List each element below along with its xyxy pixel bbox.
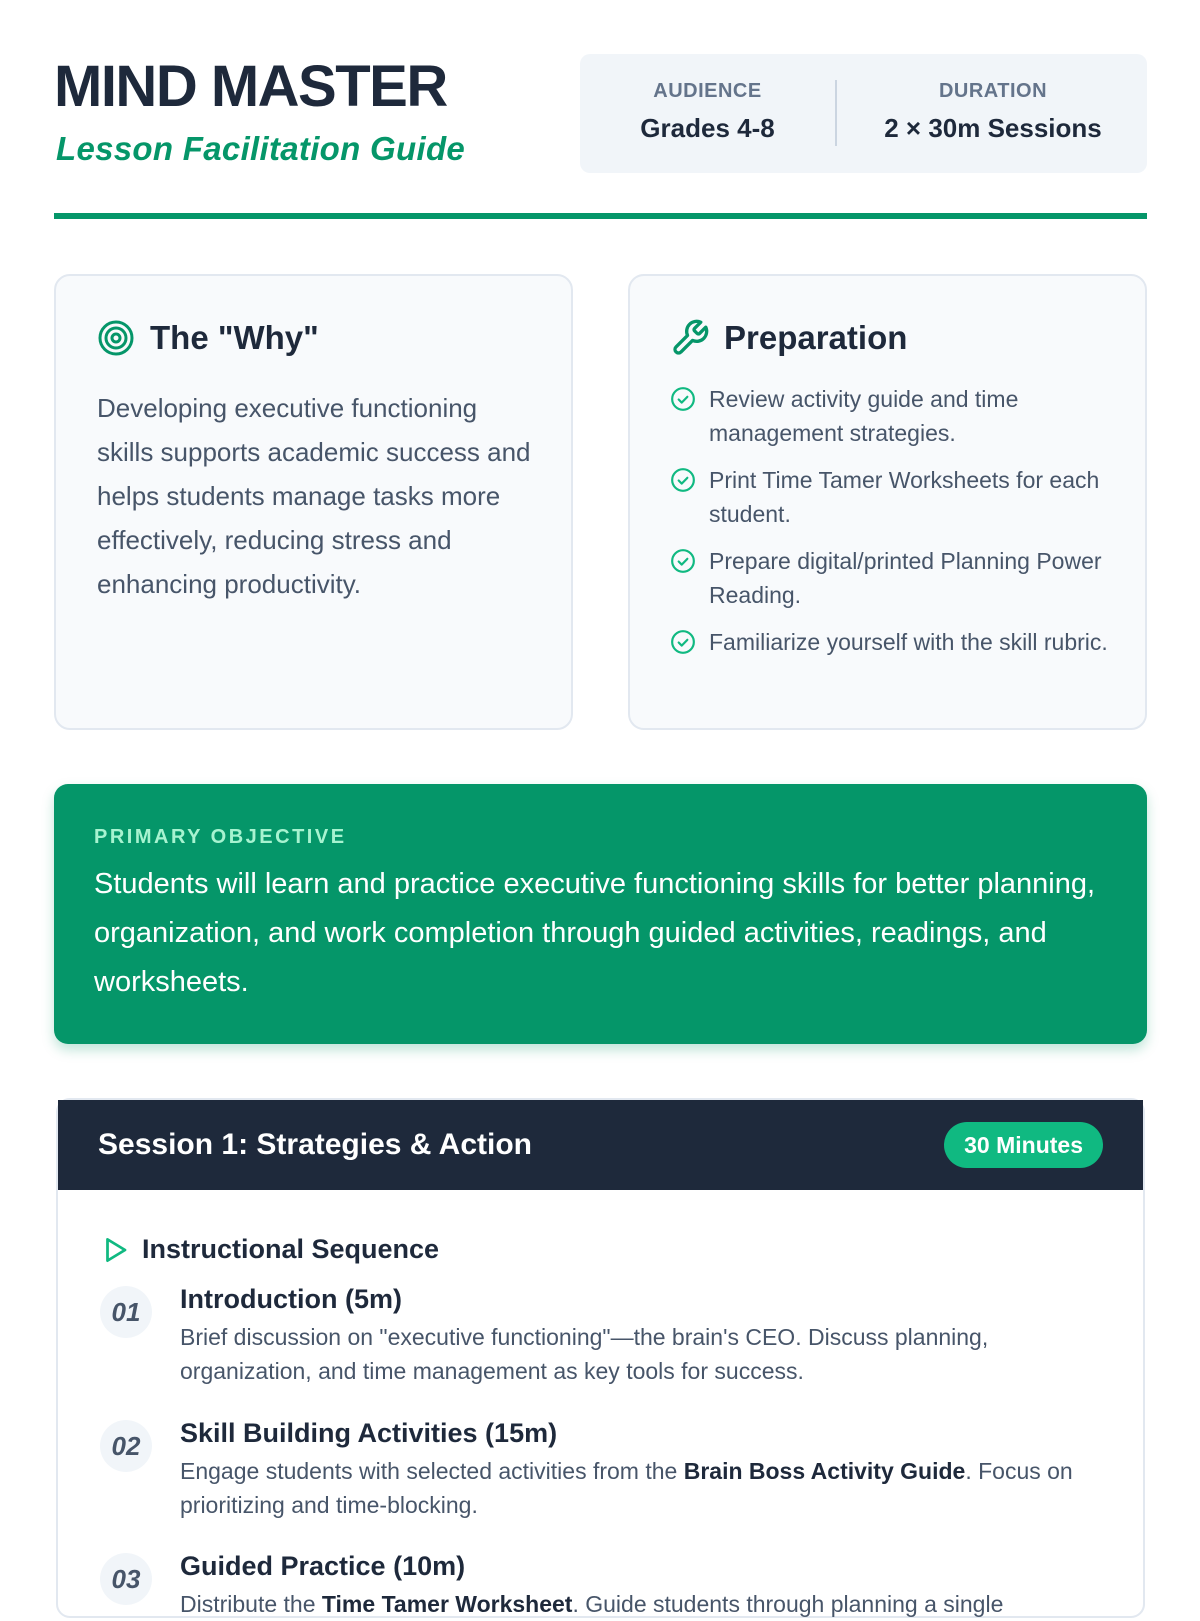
preparation-list (670, 382, 1120, 672)
audience-meta (580, 80, 835, 144)
duration-label: DURATION (938, 80, 1048, 102)
why-card (54, 274, 573, 730)
check-circle-icon (670, 467, 696, 493)
duration-meta (839, 80, 1147, 144)
step-description (180, 1587, 1100, 1621)
audience-value: Grades 4-8 (640, 113, 775, 143)
primary-objective-banner (54, 784, 1147, 1044)
preparation-item (670, 625, 1120, 659)
step-desc-bold: Time Tamer Worksheet (321, 1591, 573, 1617)
step-desc-bold: Brain Boss Activity Guide (683, 1458, 966, 1484)
play-icon (100, 1235, 130, 1265)
step-title: Introduction (5m) (180, 1284, 402, 1314)
check-circle-icon (670, 548, 696, 574)
sequence-heading (100, 1234, 439, 1265)
preparation-item-text: Review activity guide and time management strategies. (709, 386, 1019, 446)
header-divider (54, 213, 1147, 219)
session-title: Session 1: Strategies & Action (98, 1128, 533, 1161)
step-description: Brief discussion on "executive functioning"—the brain's CEO. Discuss planning, organization, and time management as key tools for success. (180, 1324, 989, 1384)
step-desc-text: Distribute the (180, 1591, 322, 1617)
why-text: Developing executive functioning skills supports academic success and helps students manage tasks more effectively, reducing stress and enhancing productivity. (97, 393, 531, 599)
step-title: Guided Practice (10m) (180, 1551, 466, 1581)
meta-divider (835, 80, 837, 146)
preparation-title: Preparation (724, 319, 908, 356)
step-number: 03 (100, 1553, 152, 1605)
preparation-card (628, 274, 1147, 730)
audience-label: AUDIENCE (653, 80, 762, 102)
preparation-item-text: Prepare digital/printed Planning Power Reading. (709, 548, 1102, 608)
target-icon (96, 318, 136, 358)
preparation-item (670, 382, 1120, 450)
check-circle-icon (670, 386, 696, 412)
step-desc-text: . Focus on prioritizing and time-blocking. (180, 1458, 1073, 1518)
why-title: The "Why" (150, 319, 319, 356)
page-subtitle: Lesson Facilitation Guide (56, 130, 466, 167)
why-heading (96, 318, 319, 358)
lesson-meta-box (580, 54, 1147, 173)
step-desc-text: Engage students with selected activities from the (180, 1458, 684, 1484)
session-1-card (56, 1098, 1145, 1618)
step-title: Skill Building Activities (15m) (180, 1418, 558, 1448)
preparation-item-text: Familiarize yourself with the skill rubric. (709, 629, 1108, 655)
step-description (180, 1454, 1100, 1522)
preparation-heading (670, 318, 907, 358)
check-circle-icon (670, 629, 696, 655)
session-header (58, 1100, 1143, 1190)
preparation-item-text: Print Time Tamer Worksheets for each student. (709, 467, 1100, 527)
preparation-item (670, 463, 1120, 531)
duration-value: 2 × 30m Sessions (884, 113, 1102, 143)
step-number: 02 (100, 1420, 152, 1472)
preparation-item (670, 544, 1120, 612)
step-number: 01 (100, 1286, 152, 1338)
sequence-title: Instructional Sequence (142, 1234, 440, 1264)
wrench-icon (670, 318, 710, 358)
session-duration-badge: 30 Minutes (944, 1122, 1103, 1168)
page-header (54, 54, 1147, 174)
step-desc-text: . Guide students through planning a single (572, 1591, 1004, 1617)
objective-text: Students will learn and practice executive functioning skills for better planning, organization, and work completion through guided activities, readings, and worksheets. (94, 868, 1096, 998)
objective-label: PRIMARY OBJECTIVE (94, 826, 347, 848)
page-title: MIND MASTER (54, 54, 447, 119)
